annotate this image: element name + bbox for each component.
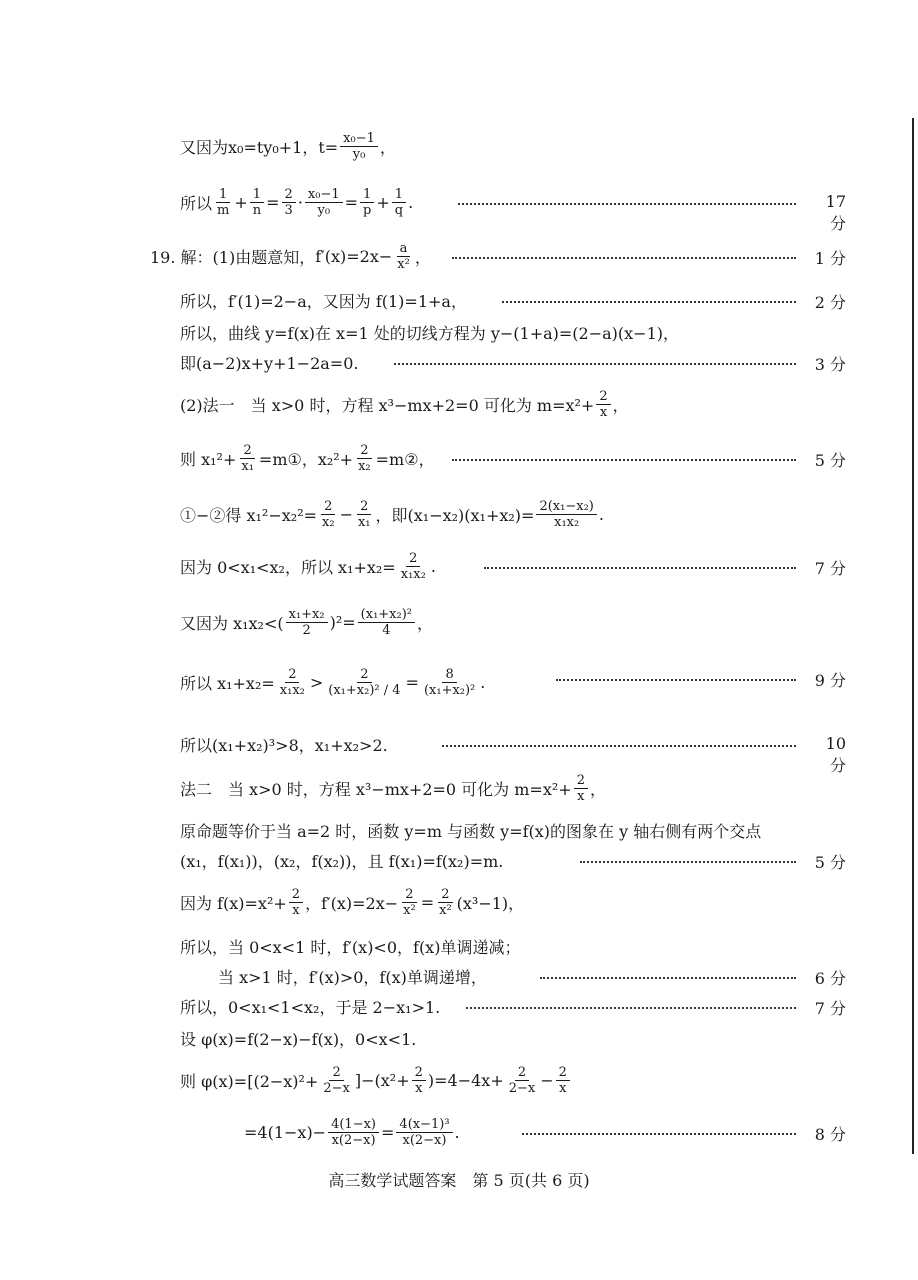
dot-leader (522, 1133, 796, 1135)
line-text: ①−②得 x₁²−x₂²= (180, 505, 318, 525)
score-label: 10 分 (825, 734, 846, 775)
solution-line: ①−②得 x₁²−x₂²= $\frac{2}{\text{x₂}}$ − $\frac{2}{\text{x₁}}$ ，即(x₁−x₂)(x₁+x₂)= $\frac{\text{2(x₁−x₂)}}{\text{x₁x₂}}$ . (180, 498, 604, 530)
line-text: =4(1−x)− (244, 1122, 327, 1142)
fraction: $\frac{2}{\text{x₂}}$ (358, 442, 371, 474)
fraction: $\frac{2}{x}$ (289, 887, 303, 918)
line-text: 所以，当 0<x<1 时，f′(x)<0，f(x)单调递减； (180, 937, 521, 957)
score-label: 8 分 (814, 1125, 846, 1144)
fraction: $\frac{2}{\text{x₁x₂}}$ (279, 666, 305, 698)
fraction: $\frac{a}{\text{x²}}$ (397, 240, 410, 272)
fraction: $\frac{2}{\text{x₁x₂}}$ (400, 550, 426, 582)
fraction: $\frac{2}{\text{x²}}$ (403, 886, 416, 918)
line-text: 所以 (180, 193, 213, 213)
line-text: 原命题等价于当 a=2 时，函数 y=m 与函数 y=f(x)的图象在 y 轴右侧有两个交点 (180, 821, 762, 841)
score-label: 3 分 (814, 355, 846, 374)
solution-line (180, 988, 440, 1024)
solution-line: 则 φ(x)=[(2−x)²+ $\frac{2}{2-x}$ ]−(x²+ $\frac{2}{x}$ )=4−4x+ $\frac{2}{2-x}$ − $\frac{2}{x}$ (180, 1062, 572, 1098)
solution-line: 法二 当 x>0 时，方程 x³−mx+2=0 可化为 m=x²+ $\frac{2}{x}$ ， (180, 772, 606, 804)
score-label: 7 分 (814, 999, 846, 1018)
line-text: 法二 当 x>0 时，方程 x³−mx+2=0 可化为 m=x²+ (180, 779, 572, 799)
solution-line (180, 282, 467, 318)
page-edge-line (912, 118, 914, 1154)
dot-leader (540, 977, 796, 979)
score-label: 5 分 (814, 451, 846, 470)
solution-line (180, 344, 358, 380)
line-text: 即(a−2)x+y+1−2a=0. (180, 353, 359, 373)
fraction: $\frac{2}{x}$ (596, 389, 610, 420)
fraction: $\frac{\text{(x₁+x₂)²}}{4}$ (358, 607, 415, 638)
solution-line: (2)法一 当 x>0 时，方程 x³−mx+2=0 可化为 m=x²+ $\frac{2}{x}$ ， (180, 388, 629, 420)
fraction: $\frac{\text{x₀−1}}{\text{y₀}}$ (305, 187, 343, 218)
line-text: 设 φ(x)=f(2−x)−f(x)，0<x<1. (180, 1029, 417, 1049)
fraction: $\frac{4(1-x)}{x(2-x)}$ (328, 1117, 379, 1148)
fraction: $\frac{1}{n}$ (250, 187, 264, 218)
fraction: $\frac{\text{x₀−1}}{\text{y₀}}$ (340, 131, 378, 162)
score-label: 17 分 (825, 192, 846, 233)
dot-leader (394, 363, 796, 365)
solution-line: 因为 f(x)=x²+ $\frac{2}{x}$ ，f′(x)=2x− $\frac{2}{\text{x²}}$ = $\frac{2}{\text{x²}}$ (x³−1)， (180, 886, 525, 918)
score-label: 9 分 (814, 671, 846, 690)
line-text: 所以(x₁+x₂)³>8，x₁+x₂>2. (180, 735, 388, 755)
fraction: $\frac{2}{\text{x²}}$ (439, 886, 452, 918)
fraction: $\frac{2}{2-x}$ (508, 1064, 536, 1096)
score-label: 6 分 (814, 969, 846, 988)
line-text: 所以，f′(1)=2−a，又因为 f(1)=1+a， (180, 291, 467, 311)
solution-line (180, 1020, 416, 1056)
dot-leader (458, 203, 796, 205)
fraction: $\frac{2}{3}$ (282, 187, 296, 218)
math-expr: f′(x)=2x− (315, 246, 393, 266)
solution-line: =4(1−x)− $\frac{4(1-x)}{x(2-x)}$ = $\frac{\text{4(x−1)³}}{x(2-x)}$ . (244, 1116, 460, 1148)
line-text: 则 x₁²+ (180, 449, 237, 469)
fraction: $\frac{2}{2-x}$ (323, 1064, 350, 1096)
score-label: 2 分 (814, 293, 846, 312)
fraction: $\frac{1}{q}$ (392, 187, 406, 218)
fraction: $\frac{2}{\text{(x₁+x₂)² / 4}}$ (328, 666, 401, 698)
fraction: $\frac{2}{x}$ (412, 1065, 426, 1096)
solution-line: 又因为 x₀=ty₀+1，t= $\frac{\text{x₀−1}}{\text{y₀}}$ ， (180, 130, 396, 162)
score-label: 1 分 (814, 249, 846, 268)
fraction: $\frac{2}{\text{x₁}}$ (241, 442, 254, 474)
solution-line: 因为 0<x₁<x₂，所以 x₁+x₂= $\frac{2}{\text{x₁x₂}}$ . (180, 550, 436, 582)
score-label: 5 分 (814, 853, 846, 872)
fraction: $\frac{\text{x₁+x₂}}{2}$ (286, 607, 328, 638)
fraction: $\frac{1}{p}$ (360, 187, 374, 218)
solution-line (180, 726, 388, 762)
fraction: $\frac{\text{2(x₁−x₂)}}{\text{x₁x₂}}$ (536, 499, 596, 530)
line-text: 所以，曲线 y=f(x)在 x=1 处的切线方程为 y−(1+a)=(2−a)(x−1)， (180, 323, 679, 343)
dot-leader (442, 745, 796, 747)
solution-line: 则 x₁²+ $\frac{2}{\text{x₁}}$ =m①，x₂²+ $\frac{2}{\text{x₂}}$ =m②， (180, 442, 435, 474)
line-text: (x₁，f(x₁))，(x₂，f(x₂))，且 f(x₁)=f(x₂)=m. (180, 851, 504, 871)
math-expr: x₀=ty₀+1，t= (228, 137, 339, 157)
line-text: 因为 f(x)=x²+ (180, 893, 287, 913)
fraction: $\frac{\text{4(x−1)³}}{x(2-x)}$ (396, 1117, 452, 1148)
fraction: $\frac{2}{\text{x₁}}$ (357, 498, 371, 530)
score-label: 7 分 (814, 559, 846, 578)
line-text: 所以 x₁+x₂= (180, 673, 275, 693)
dot-leader (484, 567, 796, 569)
line-text: 当 x>1 时，f′(x)>0，f(x)单调递增， (218, 967, 487, 987)
solution-line: 所以 $\frac{1}{m}$ + $\frac{1}{n}$ = $\frac{2}{3}$ · $\frac{\text{x₀−1}}{\text{y₀}}$ = $\frac{1}{p}$ + $\frac{1}{q}$ . (180, 186, 414, 218)
fraction: $\frac{2}{\text{x₂}}$ (322, 498, 335, 530)
dot-leader (466, 1007, 796, 1009)
solution-line: 又因为 x₁x₂<( $\frac{\text{x₁+x₂}}{2}$ )²= $\frac{\text{(x₁+x₂)²}}{4}$ ， (180, 606, 434, 638)
page-footer: 高三数学试题答案 第 5 页(共 6 页) (328, 1171, 590, 1190)
line-text: 则 φ(x)=[(2−x)²+ (180, 1071, 319, 1091)
dot-leader (556, 679, 796, 681)
fraction: $\frac{2}{x}$ (556, 1065, 570, 1096)
fraction: $\frac{8}{\text{(x₁+x₂)²}}$ (423, 666, 476, 698)
solution-line: 19. 解：(1)由题意知， f′(x)=2x− $\frac{a}{\text{x²}}$ ， (150, 240, 431, 272)
line-text: (2)法一 当 x>0 时，方程 x³−mx+2=0 可化为 m=x²+ (180, 395, 595, 415)
line-text: 19. 解：(1)由题意知， (150, 247, 316, 267)
solution-line: 所以 x₁+x₂= $\frac{2}{\text{x₁x₂}}$ > $\frac{2}{\text{(x₁+x₂)² / 4}}$ = $\frac{8}{\text{(x₁+x₂)²}}$ . (180, 666, 486, 698)
dot-leader (502, 301, 796, 303)
dot-leader (452, 257, 796, 259)
fraction: $\frac{1}{m}$ (217, 186, 230, 218)
fraction: $\frac{2}{x}$ (574, 773, 588, 804)
dot-leader (580, 861, 796, 863)
solution-line (180, 842, 503, 878)
line-text: 又因为 (180, 137, 229, 157)
line-text: 因为 0<x₁<x₂，所以 x₁+x₂= (180, 557, 396, 577)
line-text: 又因为 x₁x₂<( (180, 613, 284, 633)
line-text: 所以，0<x₁<1<x₂，于是 2−x₁>1. (180, 997, 441, 1017)
dot-leader (452, 459, 796, 461)
